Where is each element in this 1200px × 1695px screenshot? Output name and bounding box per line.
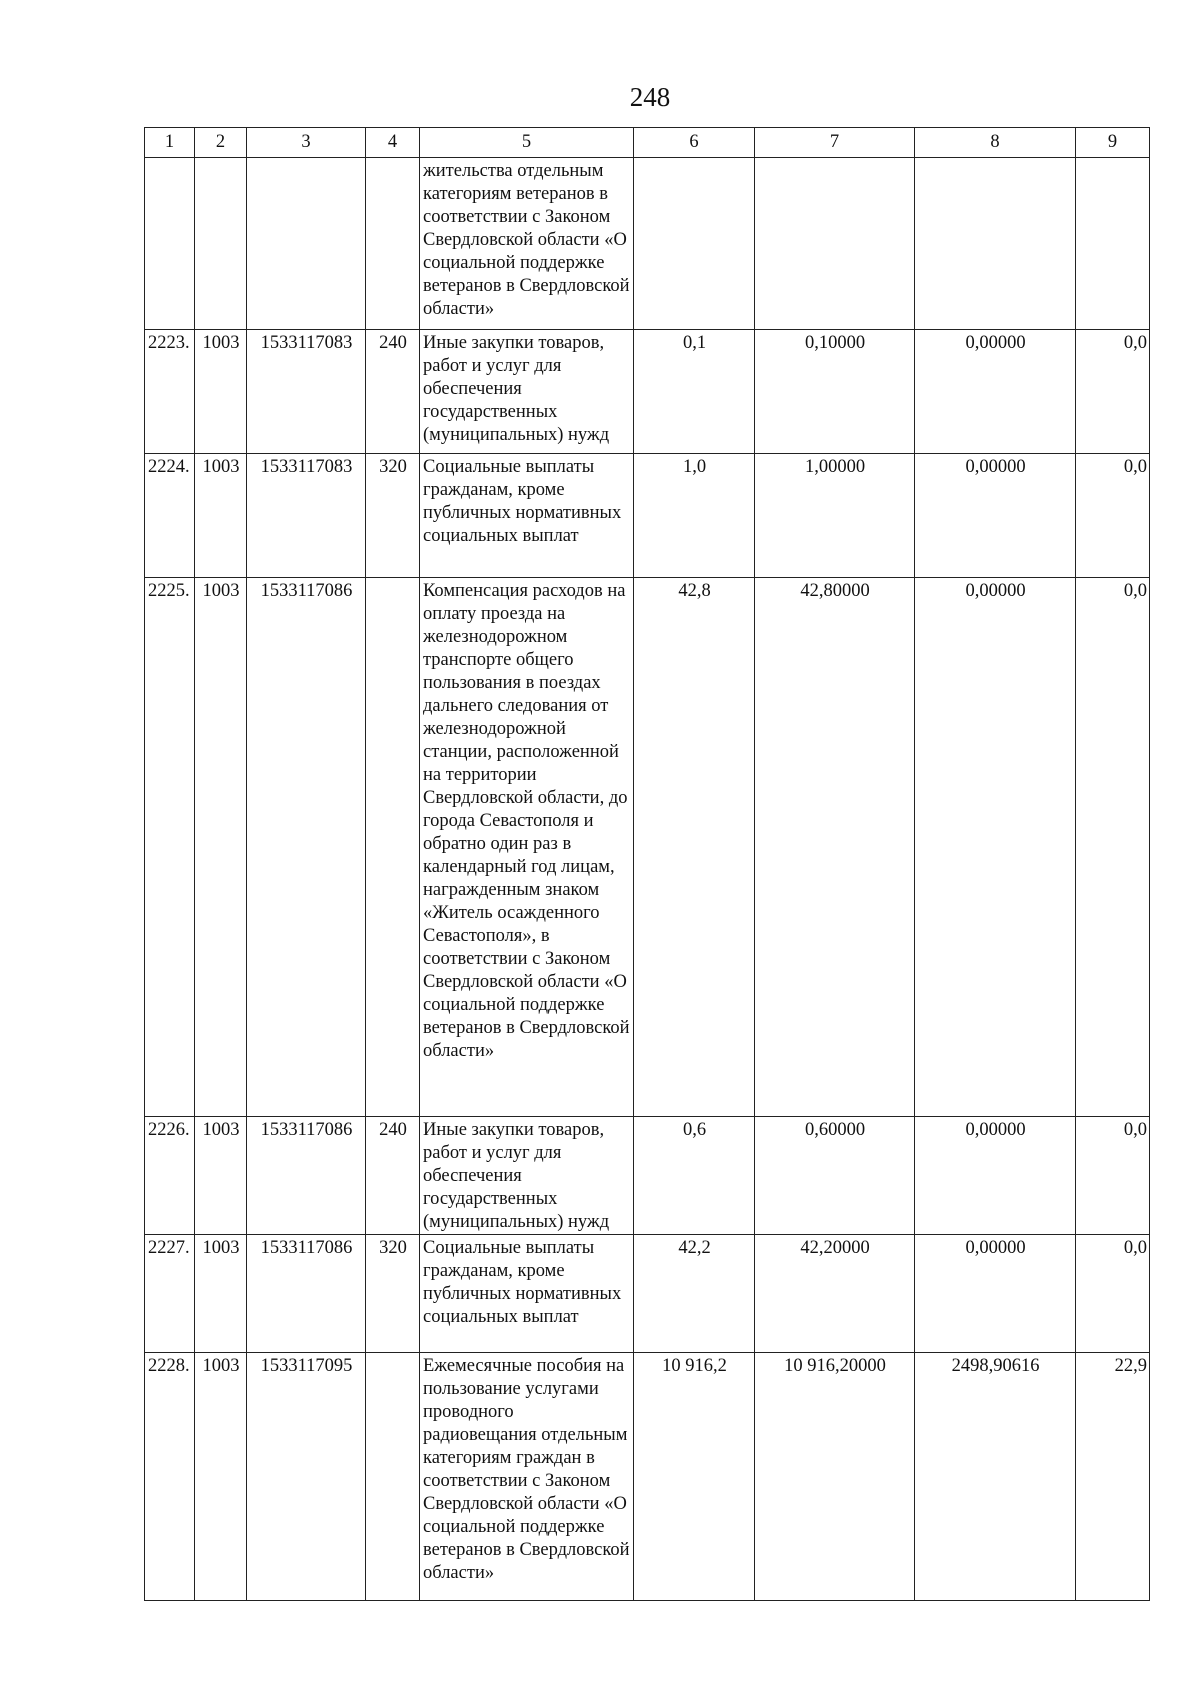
header-cell: 5: [420, 128, 634, 158]
row-number: 2228.: [145, 1353, 195, 1601]
target-code: 1533117086: [247, 578, 366, 1117]
header-cell: 8: [915, 128, 1076, 158]
table-row: [145, 158, 1150, 330]
kind-code: 320: [366, 1235, 420, 1353]
header-cell: 6: [634, 128, 755, 158]
row-number: 2224.: [145, 454, 195, 578]
target-code: 1533117083: [247, 330, 366, 454]
value-col8: 0,00000: [915, 1117, 1076, 1235]
header-cell: 9: [1076, 128, 1150, 158]
kind-code: [366, 1353, 420, 1601]
value-col9: 0,0: [1076, 1235, 1150, 1353]
value-col6: [634, 158, 755, 330]
kind-code: [366, 158, 420, 330]
value-col8: 0,00000: [915, 1235, 1076, 1353]
kind-code: [366, 578, 420, 1117]
section-code: 1003: [195, 330, 247, 454]
value-col8: 0,00000: [915, 578, 1076, 1117]
description: жительства отдельным категориям ветеранов в соответствии с Законом Свердловской области «О социальной поддержке ветеранов в Свердловской области»: [420, 158, 634, 330]
value-col7: 42,20000: [755, 1235, 915, 1353]
value-col6: 0,1: [634, 330, 755, 454]
section-code: 1003: [195, 1235, 247, 1353]
table-row: [145, 1117, 1150, 1235]
header-row: [145, 128, 1150, 158]
value-col7: [755, 158, 915, 330]
value-col7: 0,60000: [755, 1117, 915, 1235]
section-code: 1003: [195, 1117, 247, 1235]
target-code: 1533117086: [247, 1117, 366, 1235]
value-col7: 1,00000: [755, 454, 915, 578]
section-code: 1003: [195, 454, 247, 578]
section-code: 1003: [195, 1353, 247, 1601]
section-code: [195, 158, 247, 330]
target-code: 1533117083: [247, 454, 366, 578]
header-cell: 3: [247, 128, 366, 158]
description: Социальные выплаты гражданам, кроме публичных нормативных социальных выплат: [420, 1235, 634, 1353]
value-col9: 0,0: [1076, 330, 1150, 454]
table-row: [145, 330, 1150, 454]
header-cell: 1: [145, 128, 195, 158]
description: Социальные выплаты гражданам, кроме публичных нормативных социальных выплат: [420, 454, 634, 578]
description: Компенсация расходов на оплату проезда на железнодорожном транспорте общего пользования в поездах дальнего следования от железнодорожной станции, расположенной на территории Свердловской области, до города Севастополя и обратно один раз в календарный год лицам, награжденным знаком «Житель осажденного Севастополя», в соответствии с Законом Свердловской области «О социальной поддержке ветеранов в Свердловской области»: [420, 578, 634, 1117]
table-row: [145, 1353, 1150, 1601]
kind-code: 320: [366, 454, 420, 578]
row-number: 2223.: [145, 330, 195, 454]
header-cell: 7: [755, 128, 915, 158]
value-col6: 1,0: [634, 454, 755, 578]
value-col9: 0,0: [1076, 454, 1150, 578]
value-col6: 10 916,2: [634, 1353, 755, 1601]
kind-code: 240: [366, 1117, 420, 1235]
row-number: 2226.: [145, 1117, 195, 1235]
value-col7: 10 916,20000: [755, 1353, 915, 1601]
value-col9: 0,0: [1076, 1117, 1150, 1235]
value-col7: 42,80000: [755, 578, 915, 1117]
table-row: [145, 454, 1150, 578]
value-col9: [1076, 158, 1150, 330]
row-number: [145, 158, 195, 330]
target-code: 1533117095: [247, 1353, 366, 1601]
description: Иные закупки товаров, работ и услуг для обеспечения государственных (муниципальных) нужд: [420, 1117, 634, 1235]
value-col8: 0,00000: [915, 330, 1076, 454]
description: Ежемесячные пособия на пользование услугами проводного радиовещания отдельным категориям граждан в соответствии с Законом Свердловской области «О социальной поддержке ветеранов в Свердловской области»: [420, 1353, 634, 1601]
page-number: 248: [629, 82, 671, 112]
value-col7: 0,10000: [755, 330, 915, 454]
kind-code: 240: [366, 330, 420, 454]
header-cell: 2: [195, 128, 247, 158]
description: Иные закупки товаров, работ и услуг для обеспечения государственных (муниципальных) нужд: [420, 330, 634, 454]
row-number: 2227.: [145, 1235, 195, 1353]
table-row: [145, 578, 1150, 1117]
value-col6: 42,8: [634, 578, 755, 1117]
value-col8: 0,00000: [915, 454, 1076, 578]
value-col9: 0,0: [1076, 578, 1150, 1117]
row-number: 2225.: [145, 578, 195, 1117]
table-row: [145, 1235, 1150, 1353]
value-col8: 2498,90616: [915, 1353, 1076, 1601]
section-code: 1003: [195, 578, 247, 1117]
target-code: [247, 158, 366, 330]
target-code: 1533117086: [247, 1235, 366, 1353]
value-col9: 22,9: [1076, 1353, 1150, 1601]
budget-table: [144, 127, 1150, 1601]
value-col6: 42,2: [634, 1235, 755, 1353]
value-col8: [915, 158, 1076, 330]
header-cell: 4: [366, 128, 420, 158]
value-col6: 0,6: [634, 1117, 755, 1235]
